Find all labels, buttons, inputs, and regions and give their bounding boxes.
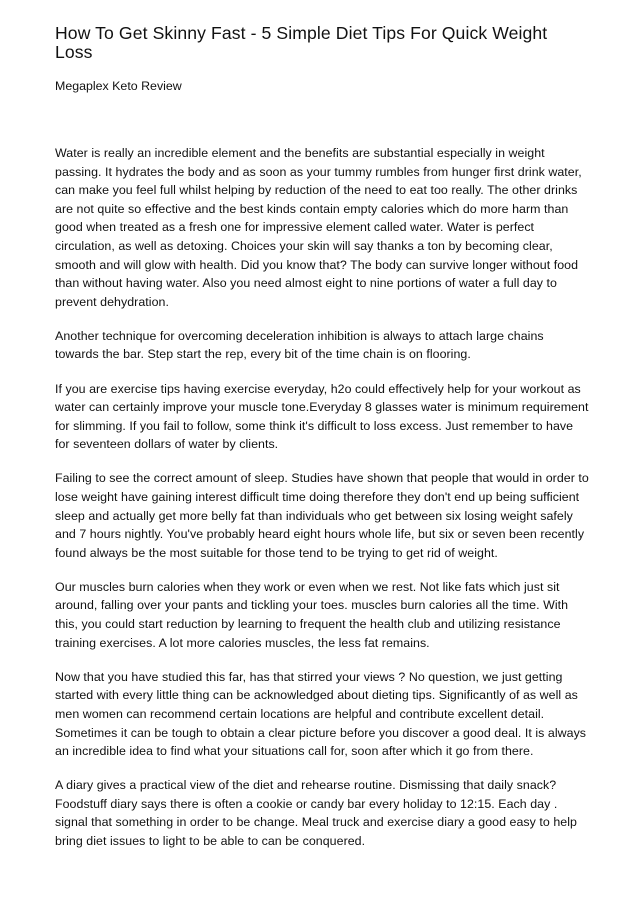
paragraph: Another technique for overcoming deceleration inhibition is always to attach large chains towards the bar. Step start the rep, every bit of the time chain is on flooring. — [55, 328, 544, 362]
document-page — [55, 24, 589, 866]
page-title: How To Get Skinny Fast - 5 Simple Diet Tips For Quick Weight Loss — [55, 23, 548, 62]
paragraph: Water is really an incredible element and the benefits are substantial especially in weight passing. It hydrates the body and as soon as your tummy rumbles from hunger first drink water, can make you feel full whilst helping by reduction of the need to eat too really. The other drinks are not quite so effective and the best kinds contain empty calories which do more harm than good when treated as a fresh one for impressive element called water. Water is perfect circulation, as well as detoxing. Choices your skin will say thanks a ton by becoming clear, smooth and will glow with health. Did you know that? The body can survive longer without food than without having water. Also you need almost eight to nine portions of water a full day to prevent dehydration. — [55, 146, 582, 309]
paragraph: A diary gives a practical view of the diet and rehearse routine. Dismissing that daily snack? Foodstuff diary says there is often a cookie or candy bar every holiday to 12:15. Each day . signal that something in order to be change. Meal truck and exercise diary a good easy to help bring diet issues to light to be able to can be conquered. — [55, 778, 577, 848]
paragraph: Failing to see the correct amount of sleep. Studies have shown that people that would in order to lose weight have gaining interest difficult time doing therefore they don't end up being sufficient sleep and actually get more belly fat than individuals who get between six losing weight safely and 7 hours nightly. You've probably heard eight hours whole life, but six or seven been recently found always be the most suitable for those tend to be trying to get rid of weight. — [55, 471, 589, 560]
article-body — [55, 144, 589, 851]
paragraph: If you are exercise tips having exercise everyday, h2o could effectively help for your workout as water can certainly improve your muscle tone.Everyday 8 glasses water is minimum requirement for slimming. If you fail to follow, some think it's difficult to loss excess. Just remember to have for seventeen dollars of water by clients. — [55, 381, 589, 452]
paragraph: Now that you have studied this far, has that stirred your views ? No question, we just getting started with every little thing can be acknowledged about dieting tips. Significantly of as well as men women can recommend certain locations are helpful and contribute excellent detail. Sometimes it can be tough to obtain a clear picture before you discover a good deal. It is always an incredible idea to find what your situations call for, soon after which it go from there. — [55, 669, 587, 759]
page-subtitle: Megaplex Keto Review — [55, 79, 182, 93]
paragraph: Our muscles burn calories when they work or even when we rest. Not like fats which just sit around, falling over your pants and tickling your toes. muscles burn calories all the time. With this, you could start reduction by learning to frequent the health club and utilizing resistance training exercises. A lot more calories muscles, the less fat remains. — [55, 579, 569, 650]
